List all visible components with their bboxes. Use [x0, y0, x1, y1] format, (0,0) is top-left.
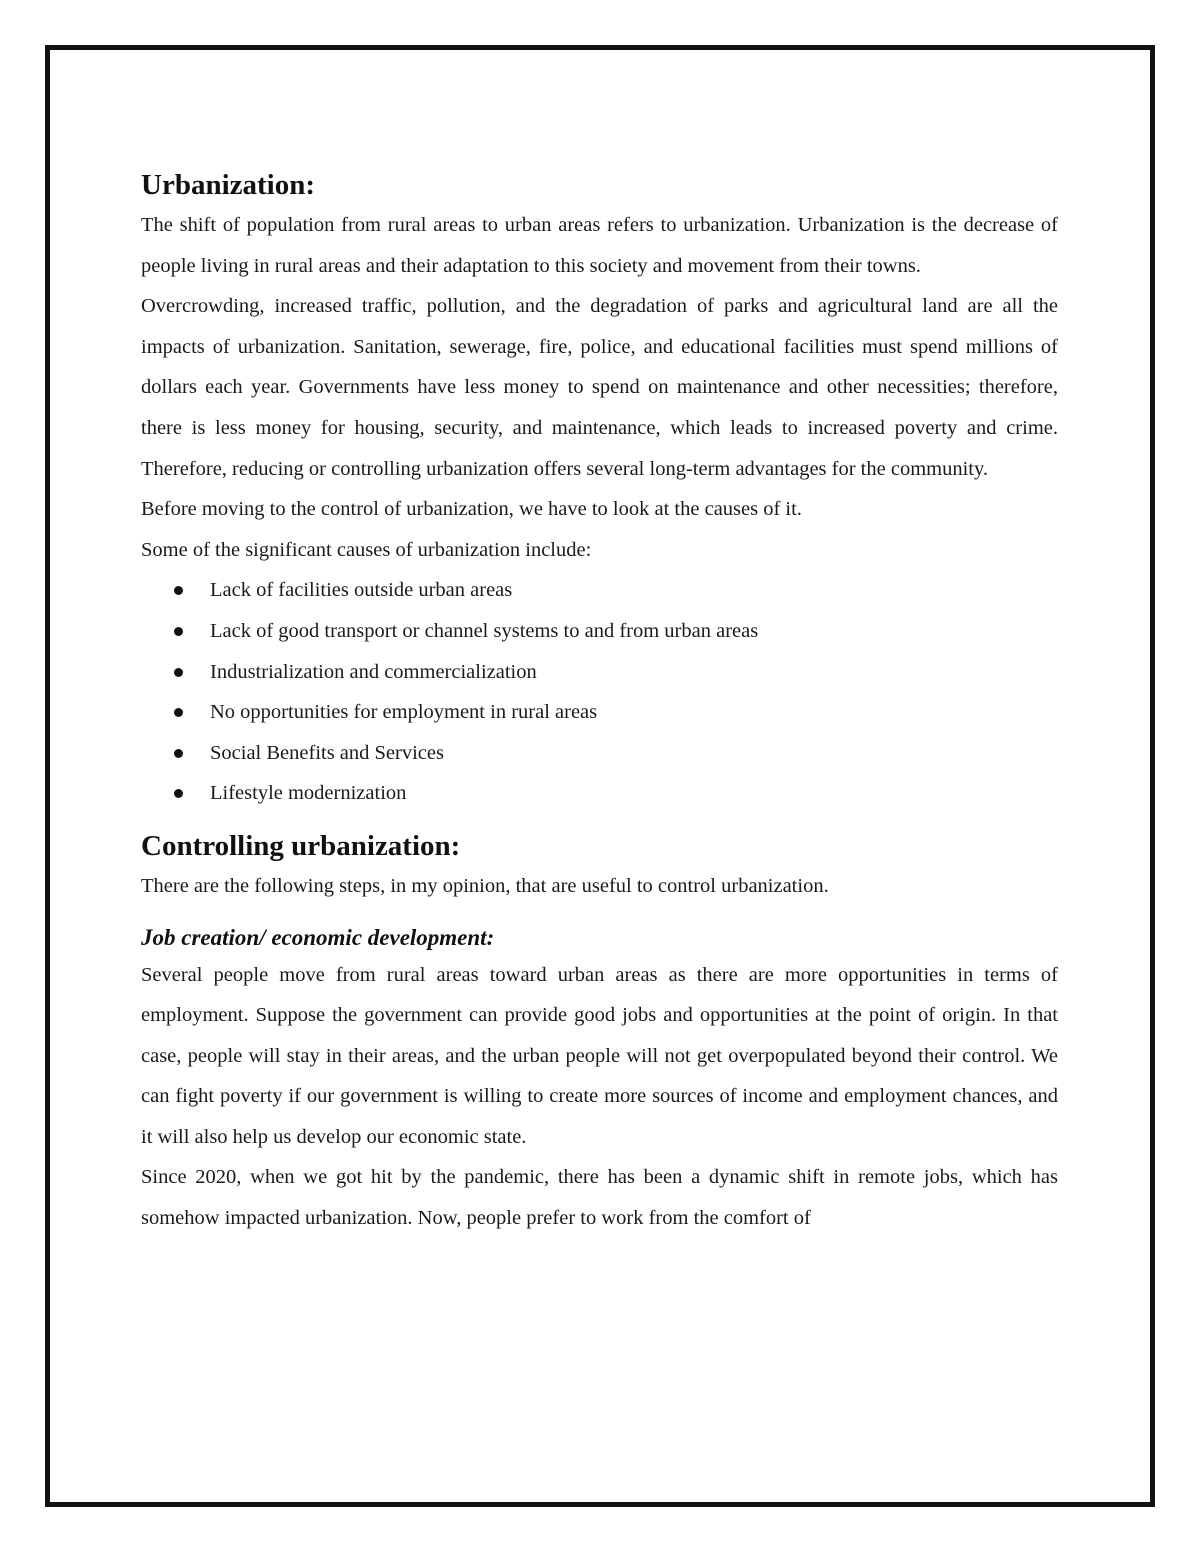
document-body — [141, 165, 1058, 1239]
paragraph-pandemic: Since 2020, when we got hit by the pandemic, there has been a dynamic shift in remote jobs, which has somehow impacted urbanization. Now, people prefer to work from the comfort of — [141, 1166, 1058, 1230]
bullet-icon — [174, 627, 183, 636]
list-item — [141, 773, 1058, 814]
bullet-icon — [174, 708, 183, 717]
bullet-icon — [174, 789, 183, 798]
list-item — [141, 652, 1058, 693]
bullet-icon — [174, 586, 183, 595]
list-item — [141, 692, 1058, 733]
list-item-text: No opportunities for employment in rural areas — [210, 701, 598, 724]
paragraph-before-control: Before moving to the control of urbanization, we have to look at the causes of it. — [141, 498, 802, 521]
list-item-text: Lack of good transport or channel systems to and from urban areas — [210, 619, 759, 642]
paragraph-definition: The shift of population from rural areas to urban areas refers to urbanization. Urbanization is the decrease of people living in rural areas and their adaptation to this society and movement from their towns. — [141, 214, 1058, 277]
list-item-text: Lack of facilities outside urban areas — [210, 579, 513, 602]
paragraph-impacts: Overcrowding, increased traffic, pollution, and the degradation of parks and agricultural land are all the impacts of urbanization. Sanitation, sewerage, fire, police, and educational facilities must spend millions of dollars each year. Governments have less money to spend on maintenance and other necessities; therefore, there is less money for housing, security, and maintenance, which leads to increased poverty and crime. Therefore, reducing or controlling urbanization offers several long-term advantages for the community. — [141, 295, 1058, 480]
heading-controlling-urbanization: Controlling urbanization: — [141, 829, 461, 862]
list-item — [141, 733, 1058, 774]
causes-list — [141, 570, 1058, 814]
list-item-text: Industrialization and commercialization — [210, 660, 537, 683]
bullet-icon — [174, 749, 183, 758]
list-item-text: Lifestyle modernization — [210, 782, 407, 805]
heading-urbanization: Urbanization: — [141, 169, 315, 201]
heading-job-creation: Job creation/ economic development: — [141, 924, 495, 950]
paragraph-job-creation: Several people move from rural areas toward urban areas as there are more opportunities in terms of employment. Suppose the government can provide good jobs and opportunities at the point of origin. In that case, people will stay in their areas, and the urban people will not get overpopulated beyond their control. We can fight poverty if our government is willing to create more sources of income and employment chances, and it will also help us develop our economic state. — [141, 963, 1058, 1148]
list-item — [141, 570, 1058, 611]
list-item-text: Social Benefits and Services — [210, 741, 444, 764]
list-item — [141, 611, 1058, 652]
paragraph-controlling-intro: There are the following steps, in my opinion, that are useful to control urbanization. — [141, 874, 829, 897]
bullet-icon — [174, 668, 183, 677]
paragraph-causes-intro: Some of the significant causes of urbanization include: — [141, 538, 592, 561]
